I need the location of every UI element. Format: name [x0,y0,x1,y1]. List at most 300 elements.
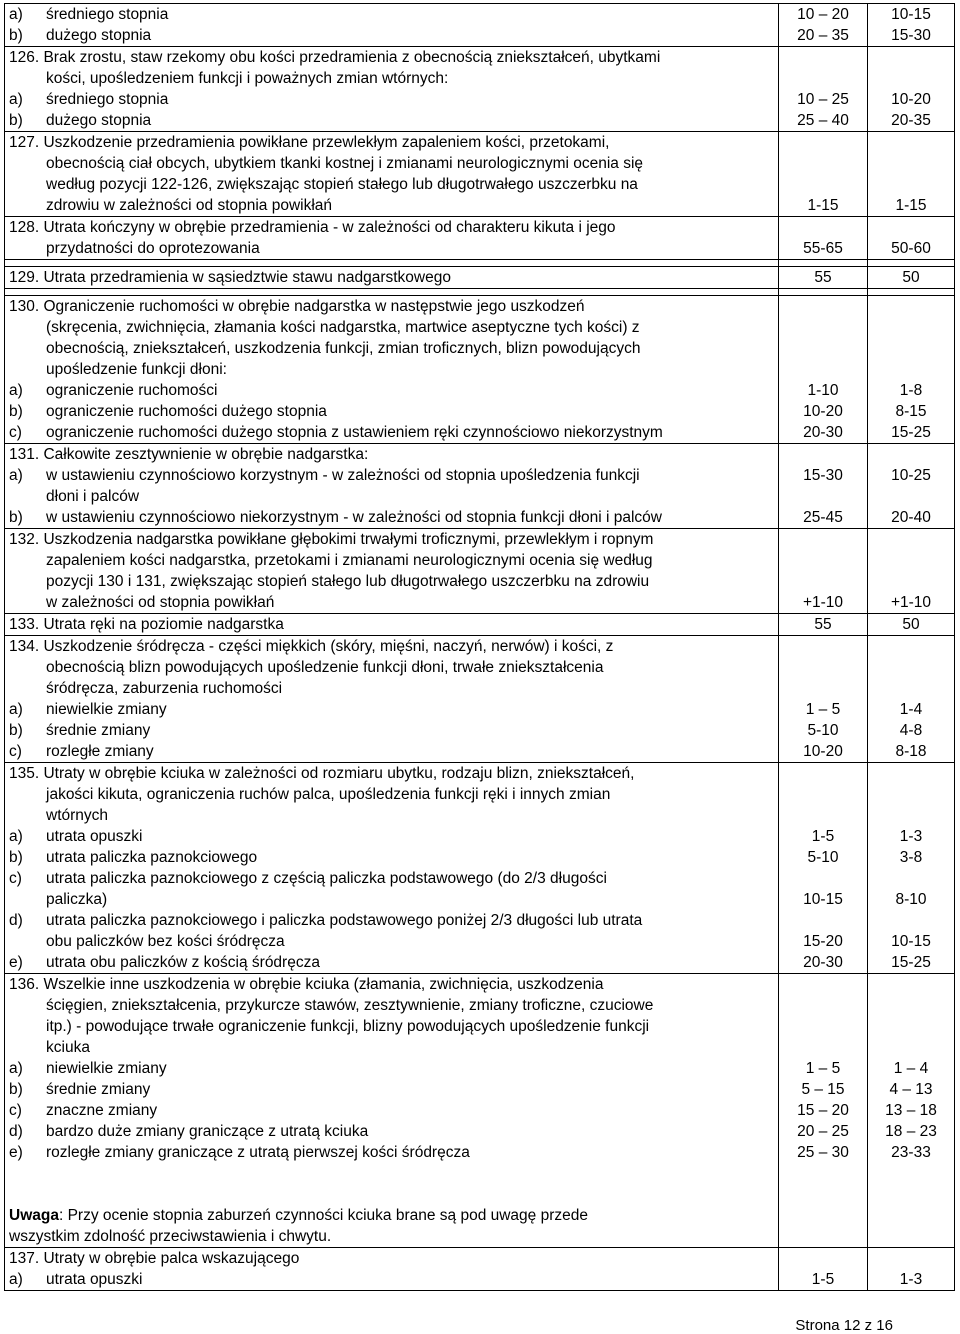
item-text: 134. Uszkodzenie śródręcza - części miękkich (skóry, mięśni, naczyń, nerwów) i kości, z [9,638,614,655]
item-text: 128. Utrata kończyny w obrębie przedramienia - w zależności od charakteru kikuta i jego [9,219,616,236]
percent-value-1: 15 – 20 [797,1102,849,1119]
percent-value-2 [868,317,954,338]
text-line [5,132,778,153]
percent-value-1: 20-30 [803,424,843,441]
percent-value-1 [779,910,867,931]
percent-value-1: 1-10 [807,382,839,399]
text-line [5,195,778,216]
percent-value-2: 15-25 [891,424,931,441]
value-cell-1 [779,974,868,1248]
percent-value-2 [868,678,954,699]
percent-value-1: 5-10 [807,722,839,739]
item-text: obecnością, zniekształceń, uszkodzenia funkcji, zmian troficznych, blizn powodujących [46,340,641,357]
item-text: 135. Utraty w obrębie kciuka w zależności od rozmiaru ubytku, rodzaju blizn, zniekształceń, [9,765,635,782]
text-line [5,486,778,507]
item-text: 133. Utrata ręki na poziomie nadgarstka [9,616,284,633]
item-text: bardzo duże zmiany graniczące z utratą kciuka [46,1123,369,1140]
percent-value-1: 1 – 5 [805,1060,841,1077]
percent-value-1 [779,995,867,1016]
item-text: przydatności do oprotezowania [46,240,260,257]
page-number: Strona 12 z 16 [795,1317,893,1334]
percent-value-2 [868,763,954,784]
percent-value-2 [868,1037,954,1058]
percent-value-2: 10-15 [891,6,931,23]
percent-value-1 [779,338,867,359]
text-line [5,1079,778,1100]
value-cell-1 [779,636,868,763]
table-row [5,217,955,260]
injury-rating-table [4,3,955,1291]
value-cell-2 [868,260,955,267]
item-label: c) [9,424,22,441]
percent-value-1: 55 [814,616,832,633]
percent-value-1: 25 – 30 [797,1144,849,1161]
text-line [5,1142,778,1163]
percent-value-1 [779,763,867,784]
text-line [5,238,778,259]
item-text: średnie zmiany [46,722,151,739]
item-label: d) [9,912,23,929]
text-line [5,1121,778,1142]
item-text: rozległe zmiany [46,743,154,760]
item-text: 131. Całkowite zesztywnienie w obrębie nadgarstka: [9,446,369,463]
text-line [5,1037,778,1058]
text-line [5,1248,778,1269]
item-text: ograniczenie ruchomości dużego stopnia z ustawieniem ręki czynnościowo niekorzystnym [46,424,663,441]
percent-value-2: 10-15 [891,933,931,950]
table-row [5,529,955,614]
percent-value-1: 55 [814,269,832,286]
percent-value-2 [868,174,954,195]
text-line [5,25,778,46]
item-label: d) [9,1123,23,1140]
percent-value-2: 20-35 [891,112,931,129]
text-line [5,678,778,699]
table-row [5,1248,955,1291]
item-text: w zależności od stopnia powikłań [46,594,275,611]
text-line [5,720,778,741]
text-line [5,422,778,443]
text-line [5,995,778,1016]
text-line [5,529,778,550]
item-text: itp.) - powodujące trwałe ograniczenie funkcji, blizny powodujących upośledzenie funkcji [46,1018,650,1035]
text-line [5,444,778,465]
spacer-row [5,260,955,267]
item-text: 132. Uszkodzenia nadgarstka powikłane głębokimi trwałymi troficznymi, przewlekłym i ropnym [9,531,654,548]
item-label: a) [9,6,23,23]
text-line [5,741,778,762]
value-cell-2 [868,614,955,636]
percent-value-2 [868,444,954,465]
item-text: w ustawieniu czynnościowo niekorzystnym - w zależności od stopnia funkcji dłoni i palców [46,509,662,526]
percent-value-2: 10-20 [891,91,931,108]
description-cell [5,763,779,974]
text-line [5,826,778,847]
value-cell-2 [868,289,955,296]
percent-value-1 [779,444,867,465]
value-cell-2 [868,132,955,217]
percent-value-1 [779,678,867,699]
value-cell-2 [868,217,955,260]
percent-value-2 [868,1205,954,1226]
item-text: 127. Uszkodzenie przedramienia powikłane przewlekłym zapaleniem kości, przetokami, [9,134,610,151]
item-label: b) [9,509,23,526]
item-text: kości, upośledzeniem funkcji i poważnych zmian wtórnych: [46,70,449,87]
percent-value-1 [779,805,867,826]
value-cell-2 [868,296,955,444]
description-cell [5,529,779,614]
text-line [5,868,778,889]
percent-value-1: 15-30 [803,467,843,484]
percent-value-1 [779,974,867,995]
text-line [5,359,778,380]
item-text: według pozycji 122-126, zwiększając stopień stałego lub długotrwałego uszczerbku na [46,176,638,193]
percent-value-2 [868,571,954,592]
item-text: utrata opuszki [46,1271,143,1288]
text-line [5,1058,778,1079]
percent-value-2: 8-15 [895,403,927,420]
percent-value-1: 10-20 [803,743,843,760]
description-cell [5,444,779,529]
item-text: 129. Utrata przedramienia w sąsiedztwie stawu nadgarstkowego [9,269,451,286]
item-label: b) [9,1081,23,1098]
item-text: niewielkie zmiany [46,1060,167,1077]
item-label: a) [9,382,23,399]
percent-value-1: 25 – 40 [797,112,849,129]
percent-value-1: 5-10 [807,849,839,866]
value-cell-1 [779,217,868,260]
item-text: dłoni i palców [46,488,140,505]
value-cell-1 [779,289,868,296]
percent-value-2: +1-10 [890,594,932,611]
text-line [5,952,778,973]
item-text: znaczne zmiany [46,1102,158,1119]
text-line [5,1016,778,1037]
percent-value-1: 5 – 15 [801,1081,845,1098]
item-label: a) [9,91,23,108]
percent-value-1 [779,47,867,68]
percent-value-2 [868,529,954,550]
percent-value-1 [779,68,867,89]
text-line [5,592,778,613]
text-line [5,1163,778,1184]
percent-value-1 [779,1016,867,1037]
item-text: rozległe zmiany graniczące z utratą pierwszej kości śródręcza [46,1144,470,1161]
percent-value-2: 50-60 [891,240,931,257]
text-line [5,805,778,826]
value-cell-1 [779,763,868,974]
percent-value-2: 15-30 [891,27,931,44]
spacer-row [5,289,955,296]
percent-value-2 [868,636,954,657]
percent-value-2: 3-8 [899,849,923,866]
percent-value-2: 10-25 [891,467,931,484]
value-cell-1 [779,267,868,289]
table-row [5,444,955,529]
item-text: ograniczenie ruchomości dużego stopnia [46,403,327,420]
value-cell-2 [868,763,955,974]
percent-value-2: 1 – 4 [893,1060,929,1077]
percent-value-1 [779,486,867,507]
text-line [5,1205,778,1226]
item-text: utrata opuszki [46,828,143,845]
percent-value-1: 10 – 25 [797,91,849,108]
item-text: ścięgien, zniekształcenia, przykurcze stawów, zesztywnienie, zmiany troficzne, czuciowe [46,997,654,1014]
item-text: paliczka) [46,891,108,908]
item-label: e) [9,954,23,971]
item-text: wtórnych [46,807,109,824]
table-row [5,974,955,1248]
percent-value-2 [868,153,954,174]
text-line [5,974,778,995]
percent-value-1 [779,217,867,238]
text-line [5,380,778,401]
value-cell-1 [779,444,868,529]
percent-value-2 [868,68,954,89]
percent-value-1 [779,174,867,195]
percent-value-1: 20 – 35 [797,27,849,44]
item-text: dużego stopnia [46,27,152,44]
text-line [5,47,778,68]
percent-value-1 [779,636,867,657]
text-line [5,89,778,110]
value-cell-1 [779,1248,868,1291]
percent-value-2 [868,995,954,1016]
text-line [5,4,778,25]
table-row [5,132,955,217]
percent-value-1 [779,571,867,592]
description-cell [5,260,779,267]
text-line [5,763,778,784]
text-line [5,296,778,317]
percent-value-2 [868,47,954,68]
table-row [5,614,955,636]
item-label: b) [9,112,23,129]
percent-value-1 [779,296,867,317]
table-row [5,47,955,132]
item-text: średniego stopnia [46,6,169,23]
item-text: jakości kikuta, ograniczenia ruchów palca, upośledzenia funkcji ręki i innych zmian [46,786,611,803]
percent-value-1 [779,1184,867,1205]
value-cell-1 [779,529,868,614]
item-text: : Przy ocenie stopnia zaburzeń czynności kciuka brane są pod uwagę przede [58,1207,588,1224]
percent-value-2: 18 – 23 [885,1123,937,1140]
table-row [5,763,955,974]
percent-value-2 [868,217,954,238]
text-line [5,68,778,89]
description-cell [5,132,779,217]
percent-value-2: 8-10 [895,891,927,908]
percent-value-1 [779,1248,867,1269]
text-line [5,317,778,338]
text-line [5,338,778,359]
percent-value-1: +1-10 [802,594,844,611]
percent-value-2 [868,1248,954,1269]
percent-value-1: 10 – 20 [797,6,849,23]
item-text: 136. Wszelkie inne uszkodzenia w obrębie kciuka (złamania, zwichnięcia, uszkodzenia [9,976,604,993]
item-text: niewielkie zmiany [46,701,167,718]
value-cell-1 [779,132,868,217]
item-label: b) [9,849,23,866]
percent-value-2 [868,550,954,571]
item-text: (skręcenia, zwichnięcia, złamania kości nadgarstka, martwice aseptyczne tych kości) z [46,319,640,336]
percent-value-1 [779,1037,867,1058]
item-text: 130. Ograniczenie ruchomości w obrębie nadgarstka w następstwie jego uszkodzeń [9,298,585,315]
value-cell-2 [868,529,955,614]
item-text: pozycji 130 i 131, zwiększając stopień stałego lub długotrwałego uszczerbku na zdrowiu [46,573,650,590]
item-label: b) [9,403,23,420]
item-text: dużego stopnia [46,112,152,129]
percent-value-1 [779,1163,867,1184]
item-text: obu paliczków bez kości śródręcza [46,933,285,950]
value-cell-1 [779,4,868,47]
value-cell-2 [868,4,955,47]
text-line [5,699,778,720]
item-text: 137. Utraty w obrębie palca wskazującego [9,1250,300,1267]
item-text: utrata obu paliczków z kością śródręcza [46,954,320,971]
percent-value-2 [868,1184,954,1205]
percent-value-1: 1-15 [807,197,839,214]
text-line [5,636,778,657]
description-cell [5,217,779,260]
table-row [5,636,955,763]
item-text: utrata paliczka paznokciowego z częścią paliczka podstawowego (do 2/3 długości [46,870,607,887]
value-cell-1 [779,296,868,444]
percent-value-1: 1 – 5 [805,701,841,718]
description-cell [5,614,779,636]
percent-value-2: 15-25 [891,954,931,971]
percent-value-2: 50 [902,269,920,286]
percent-value-1 [779,317,867,338]
table-row [5,267,955,289]
percent-value-2 [868,868,954,889]
item-text: ograniczenie ruchomości [46,382,218,399]
percent-value-2 [868,338,954,359]
text-line [5,847,778,868]
percent-value-1: 10-20 [803,403,843,420]
percent-value-1: 20-30 [803,954,843,971]
percent-value-2 [868,805,954,826]
percent-value-2: 1-3 [899,828,923,845]
text-line [5,153,778,174]
item-text: kciuka [46,1039,90,1056]
value-cell-2 [868,1248,955,1291]
percent-value-1 [779,657,867,678]
text-line [5,784,778,805]
item-label: a) [9,701,23,718]
description-cell [5,4,779,47]
item-label: a) [9,467,23,484]
text-line [5,931,778,952]
item-text: zdrowiu w zależności od stopnia powikłań [46,197,333,214]
note-heading: Uwaga [9,1207,59,1224]
item-label: a) [9,1271,23,1288]
value-cell-2 [868,636,955,763]
table-row [5,296,955,444]
item-label: b) [9,722,23,739]
item-label: c) [9,743,22,760]
table-row [5,4,955,47]
item-text: w ustawieniu czynnościowo korzystnym - w zależności od stopnia upośledzenia funkcji [46,467,640,484]
percent-value-2 [868,1163,954,1184]
item-label: a) [9,1060,23,1077]
value-cell-1 [779,260,868,267]
percent-value-1: 10-15 [803,891,843,908]
text-line [5,614,778,635]
text-line [5,267,778,288]
percent-value-2 [868,296,954,317]
percent-value-2 [868,132,954,153]
description-cell [5,47,779,132]
percent-value-1 [779,784,867,805]
item-text: średnie zmiany [46,1081,151,1098]
text-line [5,889,778,910]
percent-value-2: 1-15 [895,197,927,214]
percent-value-2: 4-8 [899,722,923,739]
text-line [5,657,778,678]
percent-value-2: 50 [902,616,920,633]
item-text: śródręcza, zaburzenia ruchomości [46,680,283,697]
percent-value-1 [779,153,867,174]
value-cell-2 [868,974,955,1248]
item-label: e) [9,1144,23,1161]
text-line [5,110,778,131]
description-cell [5,636,779,763]
text-line [5,571,778,592]
text-line [5,174,778,195]
text-line [5,1269,778,1290]
item-label: b) [9,27,23,44]
item-text: zapaleniem kości nadgarstka, przetokami i zmianami neurologicznymi ocenia się według [46,552,653,569]
percent-value-1 [779,1226,867,1247]
item-text: 126. Brak zrostu, staw rzekomy obu kości przedramienia z obecnością zniekształceń, ubytkami [9,49,661,66]
percent-value-2: 1-8 [899,382,923,399]
percent-value-2: 8-18 [895,743,927,760]
percent-value-2 [868,784,954,805]
description-cell [5,289,779,296]
text-line [5,550,778,571]
item-text: utrata paliczka paznokciowego i paliczka podstawowego poniżej 2/3 długości lub utrata [46,912,643,929]
item-text: obecnością ciał obcych, ubytkiem tkanki kostnej i zmianami neurologicznymi ocenia się [46,155,644,172]
text-line [5,1226,778,1247]
item-text: utrata paliczka paznokciowego [46,849,258,866]
item-label: c) [9,1102,22,1119]
percent-value-2 [868,910,954,931]
percent-value-1: 20 – 25 [797,1123,849,1140]
percent-value-1: 1-5 [811,828,835,845]
description-cell [5,974,779,1248]
text-line [5,217,778,238]
percent-value-1: 1-5 [811,1271,835,1288]
item-text: upośledzenie funkcji dłoni: [46,361,227,378]
text-line [5,465,778,486]
percent-value-1 [779,529,867,550]
text-line [5,1184,778,1205]
percent-value-1 [779,359,867,380]
percent-value-2 [868,1226,954,1247]
percent-value-1: 15-20 [803,933,843,950]
description-cell [5,267,779,289]
percent-value-1 [779,1205,867,1226]
text-line [5,401,778,422]
percent-value-1 [779,868,867,889]
percent-value-2 [868,657,954,678]
value-cell-1 [779,614,868,636]
item-text: obecnością blizn powodujących upośledzenie funkcji dłoni, trwałe zniekształcenia [46,659,604,676]
item-label: c) [9,870,22,887]
percent-value-2 [868,359,954,380]
value-cell-2 [868,267,955,289]
